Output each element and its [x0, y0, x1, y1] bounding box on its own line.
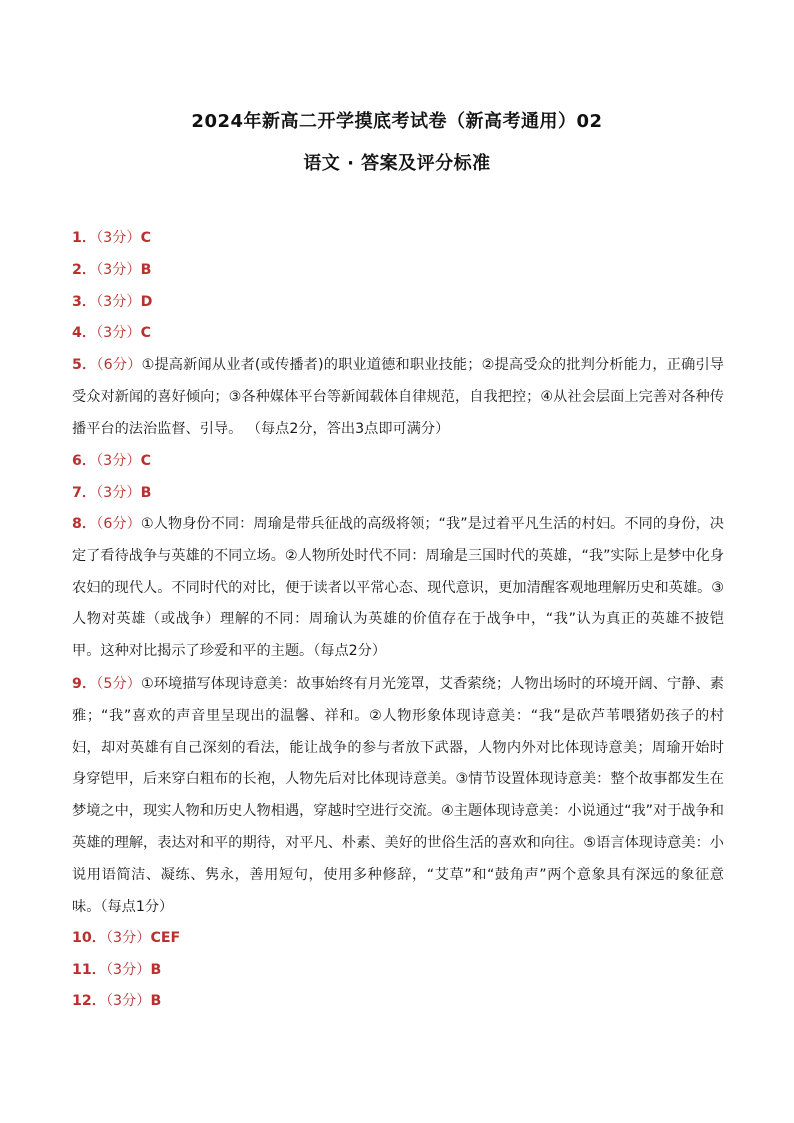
question-score: （3分） — [105, 930, 151, 946]
question-6 — [72, 446, 724, 478]
question-answer: B — [140, 262, 152, 278]
question-9 — [72, 669, 724, 923]
question-score: （3分） — [96, 325, 141, 341]
question-12 — [72, 986, 724, 1018]
question-answer: D — [140, 294, 153, 310]
question-2 — [72, 255, 724, 287]
question-number: 11． — [72, 962, 106, 978]
question-answer: CEF — [150, 930, 181, 946]
page-subtitle: 语文 · 答案及评分标准 — [303, 153, 491, 174]
question-explanation: ①环境描写体现诗意美：故事始终有月光笼罩，艾香萦绕；人物出场时的环境开阔、宁静、素雅；“我”喜欢的声音里呈现出的温馨、祥和。②人物形象体现诗意美：“我”是砍芦苇喂猪奶孩子的村妇，却对英雄有自己深刻的看法，能让战争的参与者放下武器，人物内外对比体现诗意美；周瑜开始时身穿铠甲，后来穿白粗布的长袍，人物先后对比体现诗意美。③情节设置体现诗意美：整个故事都发生在梦境之中，现实人物和历史人物相遇，穿越时空进行交流。④主题体现诗意美：小说通过“我”对于战争和英雄的理解，表达对和平的期待，对平凡、朴素、美好的世俗生活的喜欢和向往。⑤语言体现诗意美：小说用语简洁、凝练、隽永，善用短句，使用多种修辞，“艾草”和“鼓角声”两个意象具有深远的象征意味。（每点1分） — [72, 676, 724, 915]
question-score: （3分） — [96, 262, 141, 278]
question-score: （3分） — [96, 453, 141, 469]
question-1 — [72, 223, 724, 255]
question-4 — [72, 318, 724, 350]
question-number: 2． — [72, 262, 97, 278]
question-3 — [72, 287, 724, 319]
question-10 — [72, 923, 724, 955]
question-explanation: ①提高新闻从业者(或传播者)的职业道德和职业技能；②提高受众的批判分析能力，正确引导受众对新闻的喜好倾向；③各种媒体平台等新闻载体自律规范，自我把控；④从社会层面上完善对各种传播平台的法治监督、引导。 （每点2分，答出3点即可满分） — [72, 357, 724, 437]
question-explanation: ①人物身份不同：周瑜是带兵征战的高级将领；“我”是过着平凡生活的村妇。不同的身份，决定了看待战争与英雄的不同立场。②人物所处时代不同：周瑜是三国时代的英雄，“我”实际上是梦中化身农妇的现代人。不同时代的对比，便于读者以平常心态、现代意识，更加清醒客观地理解历史和英雄。③人物对英雄（或战争）理解的不同：周瑜认为英雄的价值存在于战争中，“我”认为真正的英雄不披铠甲。这种对比揭示了珍爱和平的主题。（每点2分） — [72, 516, 724, 660]
question-answer: C — [140, 325, 151, 341]
question-score: （6分） — [96, 516, 141, 532]
question-8 — [72, 509, 724, 668]
question-number: 3． — [72, 294, 97, 310]
question-7 — [72, 478, 724, 510]
question-answer: C — [140, 453, 151, 469]
question-number: 6． — [72, 453, 97, 469]
question-answer: B — [140, 485, 152, 501]
question-score: （3分） — [105, 993, 151, 1009]
question-answer: B — [150, 993, 162, 1009]
question-5 — [72, 350, 724, 445]
question-answer: B — [150, 962, 162, 978]
question-number: 8． — [72, 516, 97, 532]
question-score: （3分） — [105, 962, 151, 978]
question-number: 1． — [72, 230, 97, 246]
question-11 — [72, 955, 724, 987]
question-score: （3分） — [96, 485, 141, 501]
question-score: （3分） — [96, 294, 141, 310]
question-score: （3分） — [96, 230, 141, 246]
question-number: 5． — [72, 357, 97, 373]
question-number: 4． — [72, 325, 97, 341]
question-score: （6分） — [96, 357, 142, 373]
question-number: 10． — [72, 930, 106, 946]
question-number: 9． — [72, 676, 97, 692]
question-score: （5分） — [96, 676, 141, 692]
question-number: 12． — [72, 993, 106, 1009]
question-number: 7． — [72, 485, 97, 501]
question-answer: C — [140, 230, 151, 246]
page-title: 2024年新高二开学摸底考试卷（新高考通用）02 — [191, 111, 603, 132]
